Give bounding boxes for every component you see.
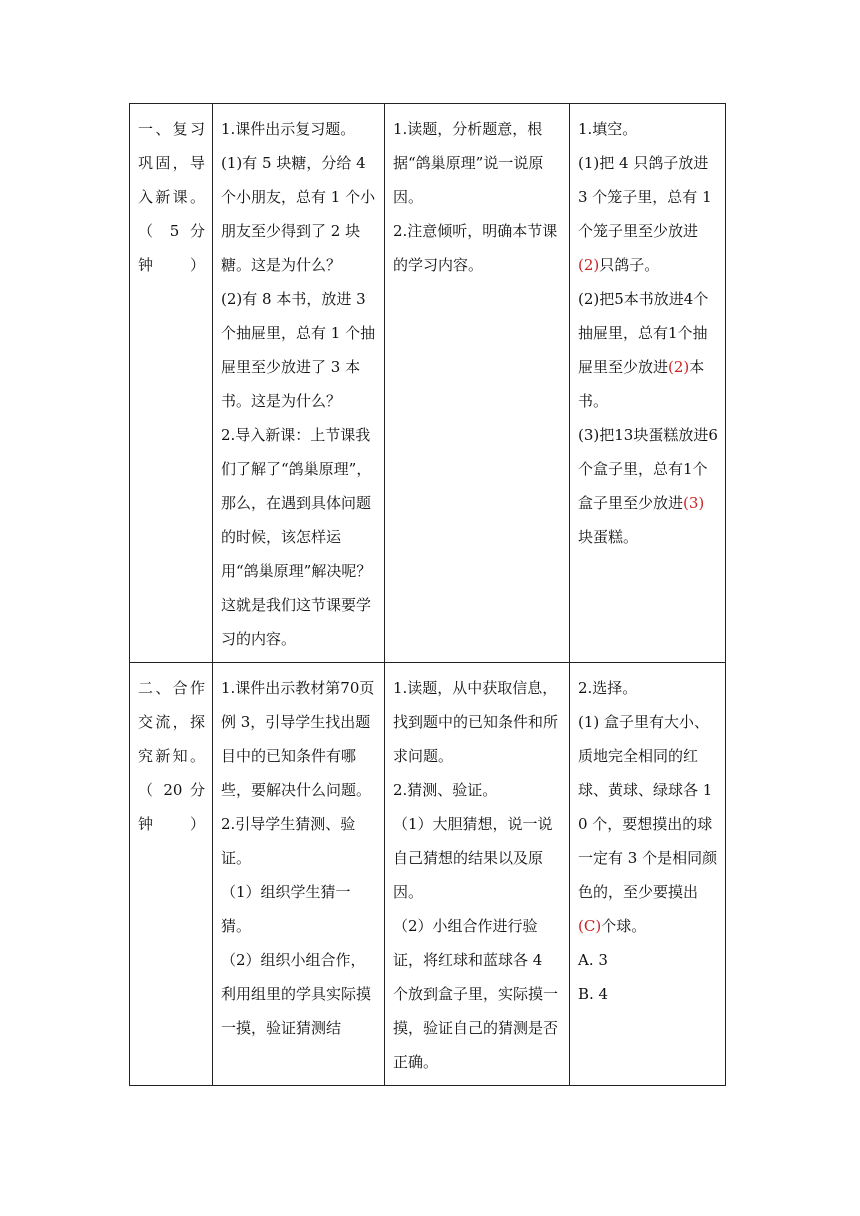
stage-cell [130,104,213,663]
teacher-step: （2）组织小组合作，利用组里的学具实际摸一摸，验证猜测结 [221,951,372,1037]
student-step: （1）大胆猜想，说一说自己猜想的结果以及原因。 [393,815,553,901]
exercise-text: 本书。 [578,358,705,410]
exercise-text: (2)把5本书放进4个抽屉里，总有1个抽屉里至少放进 [578,290,709,376]
exercise-question [578,705,718,943]
student-step: （2）小组合作进行验证，将红球和蓝球各 4 个放到盒子里，实际摸一摸，验证自己的猜测是否正确。 [393,917,559,1071]
teacher-activity-cell [213,104,385,663]
student-activity-cell [385,104,570,663]
exercise-answer: (2) [578,256,600,274]
choice-option-b: B. 4 [578,985,609,1003]
exercise-text: 块蛋糕。 [578,528,639,546]
stage-cell [130,663,213,1086]
exercise-heading: 1.填空。 [578,120,638,138]
exercise-text: (1)把 4 只鸽子放进 3 个笼子里，总有 1 个笼子里至少放进 [578,154,712,240]
student-step: 2.猜测、验证。 [393,781,498,799]
exercise-answer: (3) [683,494,705,512]
exercise-heading: 2.选择。 [578,679,638,697]
teacher-step: (2)有 8 本书，放进 3 个抽屉里，总有 1 个抽屉里至少放进了 3 本书。这是为什么？ [221,290,376,410]
exercise-text: (3)把13块蛋糕放进6个盒子里，总有1个盒子里至少放进 [578,426,718,512]
teacher-step: 2.导入新课：上节课我们了解了“鸽巢原理”，那么，在遇到具体问题的时候，该怎样运用“鸽巢原理”解决呢？这就是我们这节课要学习的内容。 [221,426,372,648]
exercise-cell [570,663,726,1086]
teacher-step: 2.引导学生猜测、验证。 [221,815,356,867]
teacher-step: 1.课件出示教材第70页例 3，引导学生找出题目中的已知条件有哪些，要解决什么问题。 [221,679,375,799]
teacher-activity-cell [213,663,385,1086]
student-activity-cell [385,663,570,1086]
teacher-step: （1）组织学生猜一猜。 [221,883,351,935]
exercise-cell [570,104,726,663]
exercise-text: 只鸽子。 [599,256,660,274]
teacher-step: 1.课件出示复习题。 [221,120,356,138]
student-step: 1.读题，分析题意，根据“鸽巢原理”说一说原因。 [393,120,544,206]
exercise-item [578,282,718,418]
exercise-text: 个球。 [601,917,647,935]
exercise-text: (1) 盒子里有大小、质地完全相同的红球、黄球、绿球各 10 个，要想摸出的球一定有 3 个是相同颜色的，至少要摸出 [578,713,718,901]
choice-option-a: A. 3 [578,951,608,969]
stage-label: 二、合作交流，探究新知。（ 20 分钟） [138,679,205,833]
stage-label: 一、复习巩固，导入新课。（ 5 分钟） [138,120,205,274]
exercise-item [578,146,718,282]
exercise-item [578,418,718,554]
student-step: 2.注意倾听，明确本节课的学习内容。 [393,222,558,274]
table-row [130,104,726,663]
student-step: 1.读题，从中获取信息，找到题中的已知条件和所求问题。 [393,679,559,765]
lesson-plan-table [129,103,726,1086]
table-row [130,663,726,1086]
exercise-answer: (C) [578,917,602,935]
exercise-answer: (2) [668,358,690,376]
teacher-step: (1)有 5 块糖，分给 4 个小朋友，总有 1 个小朋友至少得到了 2 块糖。这是为什么？ [221,154,376,274]
